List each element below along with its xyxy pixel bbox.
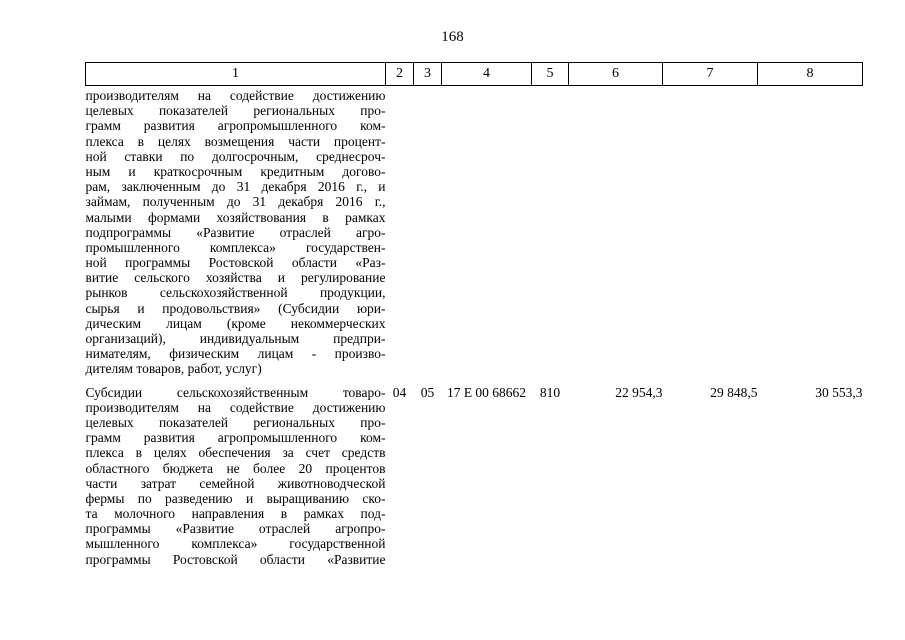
description-line: займам, полученным до 31 декабря 2016 г., <box>85 194 386 210</box>
description-line: Субсидии сельскохозяйственным товаро- <box>85 384 386 400</box>
amount-cell-col7: 29 848,5 <box>710 384 758 400</box>
column-header-3: 3 <box>414 63 442 86</box>
description-cell <box>86 86 386 377</box>
description-cell <box>86 377 386 567</box>
page-number: 168 <box>441 29 464 45</box>
description-line: ной программы Ростовской области «Раз- <box>85 255 386 271</box>
column-header-8: 8 <box>758 63 863 86</box>
description-line: плекса в целях обеспечения за счет средств <box>85 445 386 461</box>
description-line: дителям товаров, работ, услуг) <box>85 361 262 377</box>
description-line: промышленного комплекса» государствен- <box>85 239 386 255</box>
table-row <box>86 377 863 567</box>
description-line: дическим лицам (кроме некоммерческих <box>85 315 386 331</box>
column-header-4: 4 <box>442 63 532 86</box>
description-line: мышленного комплекса» государственной <box>85 536 386 552</box>
column-header-1: 1 <box>86 63 386 86</box>
description-line: малыми формами хозяйствования в рамках <box>85 209 386 225</box>
description-line: ным и краткосрочным кредитным догово- <box>85 163 386 179</box>
description-line: рам, заключенным до 31 декабря 2016 г., и <box>85 179 386 195</box>
description-line: грамм развития агропромышленного ком- <box>85 430 386 446</box>
description-line: производителям на содействие достижению <box>85 88 386 103</box>
description-line: подпрограммы «Развитие отраслей агро- <box>85 224 386 240</box>
description-line: сырья и продовольствия» (Субсидии юри- <box>85 300 386 316</box>
description-line: программы «Развитие отраслей агропро- <box>85 521 386 537</box>
amount-cell-col8 <box>758 86 863 377</box>
description-line: фермы по разведению и выращиванию ско- <box>85 490 386 506</box>
target-article-cell: 17 Е 00 68662 <box>446 384 527 400</box>
amount-cell-col6 <box>569 86 663 377</box>
description-line: рынков сельскохозяйственной продукции, <box>85 285 386 301</box>
subsection-cell: 05 <box>420 384 435 400</box>
description-line: та молочного направления в рамках под- <box>85 506 386 522</box>
amount-cell-col7 <box>663 86 758 377</box>
subsection-cell <box>414 86 442 377</box>
section-cell <box>386 86 414 377</box>
column-header-5: 5 <box>532 63 569 86</box>
amount-cell-col6: 22 954,3 <box>615 384 663 400</box>
description-line: производителям на содействие достижению <box>85 399 386 415</box>
description-line: организаций), индивидуальным предпри- <box>85 331 386 346</box>
description-line: витие сельского хозяйства и регулирование <box>85 270 386 286</box>
column-header-7: 7 <box>663 63 758 86</box>
description-line: ной ставки по долгосрочным, среднесроч- <box>85 148 386 164</box>
description-line: программы Ростовской области «Развитие <box>85 551 386 567</box>
header-row <box>86 63 863 86</box>
section-cell: 04 <box>392 384 407 400</box>
column-header-2: 2 <box>386 63 414 86</box>
amount-cell-col8: 30 553,3 <box>815 384 863 400</box>
expense-type-cell: 810 <box>539 384 561 400</box>
description-line: части затрат семейной животноводческой <box>85 475 386 491</box>
description-line: плекса в целях возмещения части процент- <box>85 133 386 149</box>
description-line: целевых показателей региональных про- <box>85 103 386 119</box>
description-line: областного бюджета не более 20 процентов <box>85 460 386 476</box>
description-line: нимателям, физическим лицам - произво- <box>85 346 386 362</box>
description-line: грамм развития агропромышленного ком- <box>85 118 386 134</box>
target-article-cell <box>442 86 532 377</box>
column-header-6: 6 <box>569 63 663 86</box>
description-line: целевых показателей региональных про- <box>85 414 386 430</box>
table-row <box>86 86 863 377</box>
budget-table <box>85 62 863 567</box>
expense-type-cell <box>532 86 569 377</box>
